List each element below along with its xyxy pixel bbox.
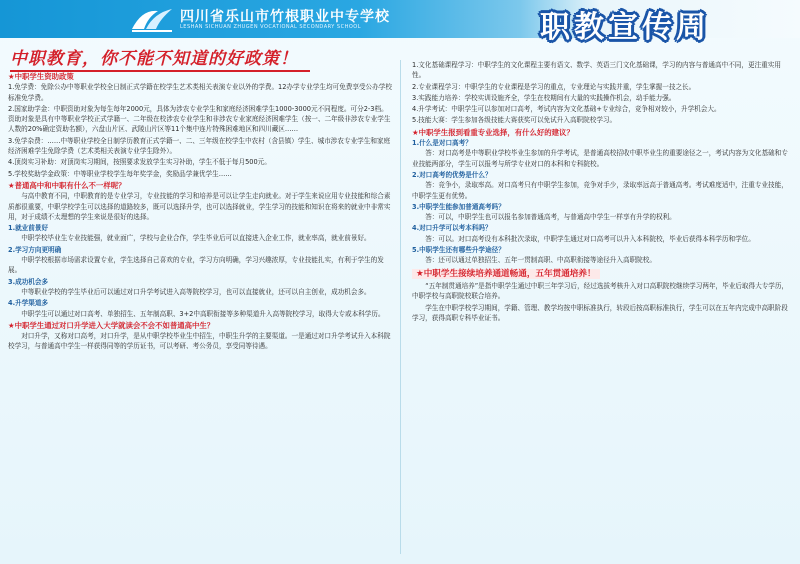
page-headline: 中职教育，你不能不知道的好政策！ [10, 44, 310, 72]
paragraph: 中职学校毕业生专业技能强，就业面广，学校与企业合作，学生毕业后可以直接进入企业工作，就业率高，就业前景好。 [21, 234, 371, 243]
paragraph: 5.学校奖助学金政策：中等职业学校学生每年奖学金，奖励品学兼优学生…… [8, 169, 232, 178]
paragraph: 1.免学费：免除公办中等职业学校全日制正式学籍在校学生艺术类相关表演专业以外的学费。12办学专业学生均可免费享受公办学校标准免学费。 [8, 83, 392, 102]
paragraph: 对口升学，又称对口高考，对口升学，是从中职学校毕业生中招生，中职生升学的主要渠道。一是通过对口升学考试升入本科院校学习，与普通高中学生一样获得同等的学历证书，可以考研、考公务员，享受同等待遇。 [8, 332, 391, 351]
week-title: 职教宣传周 [540, 10, 710, 45]
paragraph: 5.技能大赛：学生参加各级技能大赛获奖可以免试升入高职院校学习。 [412, 116, 617, 125]
question: 5.中职学生还有哪些升学途径？ [412, 246, 505, 255]
paragraph: 1.文化基础课程学习：中职学生的文化课程主要有语文、数学、英语三门文化基础课，学习的内容与普通高中不同，更注重实用性。 [412, 61, 781, 80]
left-column [8, 70, 392, 558]
paragraph: 中职学校根据市场需求设置专业，学生选择自己喜欢的专业，学习方向明确，学习兴趣浓厚，专业技能扎实，有利于学生的发展。 [8, 256, 384, 275]
answer: 答：可以，中职学生也可以报名参加普通高考，与普通高中学生一样享有升学的权利。 [425, 213, 676, 222]
school-name-english: LESHAN SICHUAN ZHUGEN VOCATIONAL SECONDARY SCHOOL [180, 24, 361, 30]
paragraph: 2.专业课程学习：中职学生的专业课程是学习的重点，专业理论与实践并重，学生掌握一技之长。 [412, 82, 696, 91]
paragraph: 2.国家助学金：中职资助对象为每生每年2000元，具体为涉农专业学生和家庭经济困难学生1000-3000元不同程度。可分2-3档。资助对象是具有中等职业学校正式学籍一、二年级在校涉农专业学生和非涉农专业家庭经济困难学生（按一、二年级非涉农专业学生人数的20%确定资助名额），六盘山片区、武陵山片区等11个集中连片特殊困难地区和四川藏区…… [8, 104, 391, 134]
answer: 答：竞争小，录取率高。对口高考只有中职学生参加，竞争对手少，录取率远高于普通高考。考试难度适中，注重专业技能，中职学生更有优势。 [412, 181, 788, 200]
section-title: ★中职学生报到看重专业选择，有什么好的建议？ [412, 127, 574, 137]
paragraph: 中等职业学校的学生毕业后可以通过对口升学考试进入高等院校学习，也可以直接就业，还可以自主创业，成功机会多。 [21, 287, 371, 296]
subsection-title: 1.就业前景好 [8, 224, 49, 233]
subsection-title: 2.学习方向更明确 [8, 245, 62, 254]
section-title: ★中职学生资助政策 [8, 72, 74, 81]
header-bar [0, 0, 800, 45]
school-name: 四川省乐山市竹根职业中专学校 [180, 9, 390, 25]
answer: 答：对口高考是中等职业学校毕业生参加的升学考试，是普通高校招收中职毕业生的重要途径之一，考试内容为文化基础和专业技能两部分，学生可以报考与所学专业对口的本科和专科院校。 [412, 149, 788, 168]
right-column [412, 60, 792, 558]
paragraph: 与高中教育不同，中职教育的是专业学习，专业技能的学习和培养是可以让学生走向就业。对于学生来说应用专业技能和综合素质都很重要，中职学校学生可以选择的道路较多，既可以选择升学，也可以选择就业，学生学习的技能和知识在将来的就业中非常实用，对于成绩不太理想的学生来说是很好的选择。 [8, 192, 391, 221]
question: 3.中职学生能参加普通高考吗？ [412, 202, 505, 211]
subsection-title: 4.升学渠道多 [8, 299, 49, 308]
paragraph: “五年制贯通培养”是指中职学生通过中职三年学习后，经过选拔考核升入对口高职院校继续学习两年，毕业后取得大专学历，中职学校与高职院校联合培养。 [412, 281, 789, 301]
paragraph: 中职学生可以通过对口高考、单独招生、五年制高职、3+2中高职衔接等多种渠道升入高等院校学习，取得大专或本科学历。 [21, 309, 385, 318]
paragraph: 3.实践能力培养：学校实训设施齐全，学生在校期间有大量的实践操作机会，动手能力强。 [412, 93, 676, 102]
section-title: ★中职学生通过对口升学进入大学就读会不会不如普通高中生？ [8, 320, 215, 330]
paragraph: 4.顶岗实习补助：对顶岗实习期间，按照要求发放学生实习补助，学生不低于每月500元。 [8, 158, 271, 167]
section-title: ★普通高中和中职有什么不一样呢？ [8, 180, 126, 190]
question: 1.什么是对口高考？ [412, 139, 472, 148]
question: 4.对口升学可以考本科吗？ [412, 224, 492, 233]
school-logo-icon [128, 3, 178, 35]
answer: 答：可以。对口高考设有本科批次录取，中职学生通过对口高考可以升入本科院校，毕业后获得本科学历和学位。 [425, 234, 755, 243]
paragraph: 学生在中职学校学习期间，学籍、管理、教学均按中职标准执行，转段后按高职标准执行，学生可以在五年内完成中高职阶段学习，获得高职专科毕业证书。 [412, 303, 788, 322]
column-divider [400, 60, 401, 554]
question: 2.对口高考的优势是什么？ [412, 170, 492, 179]
subsection-title: 3.成功机会多 [8, 277, 49, 286]
answer: 答：还可以通过单独招生、五年一贯制高职、中高职衔接等途径升入高职院校。 [425, 256, 656, 265]
paragraph: 4.升学考试：中职学生可以参加对口高考，考试内容为文化基础+专业综合，竞争相对较小，升学机会大。 [412, 105, 721, 114]
highlight-banner: ★中职学生接续培养通道畅通，五年贯通培养！ [412, 269, 600, 279]
paragraph: 3.免学杂费：……中等职业学校全日制学历教育正式学籍一、二、三年级在校学生中农村（含县镇）学生、城市涉农专业学生和家庭经济困难学生免除学费（艺术类相关表演专业学生除外）。 [8, 136, 391, 156]
